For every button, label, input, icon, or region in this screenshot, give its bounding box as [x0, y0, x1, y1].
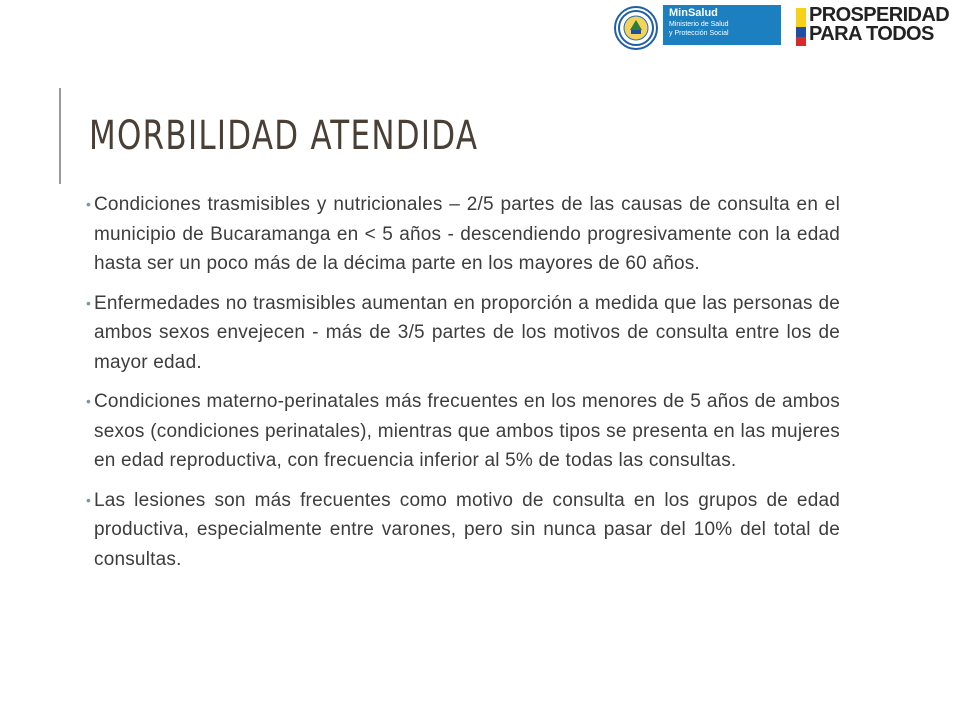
bullet-item — [86, 486, 840, 575]
prosperidad-line2: PARA TODOS — [809, 23, 934, 45]
prosperidad-para-todos-logo — [796, 6, 958, 48]
bullet-item — [86, 289, 840, 378]
bullet-list — [86, 190, 840, 584]
bullet-marker-icon: • — [86, 491, 92, 508]
bullet-item — [86, 190, 840, 279]
prosperidad-text — [809, 6, 949, 44]
minsalud-subtitle-line1: Ministerio de Salud — [669, 21, 729, 28]
minsalud-name: MinSalud — [669, 7, 718, 19]
bullet-marker-icon: • — [86, 393, 92, 409]
bullet-marker-icon: • — [86, 196, 92, 212]
bullet-text: Enfermedades no trasmisibles aumentan en proporción a medida que las personas de ambos sexos envejecen - más de 3/5 partes de los motivos de consulta entre los de mayor edad. — [94, 292, 840, 373]
minsalud-logo — [663, 5, 781, 45]
colombia-flag-bars — [796, 8, 806, 46]
minsalud-subtitle-line2: y Protección Social — [669, 30, 729, 37]
colombia-seal-logo — [614, 6, 658, 50]
bullet-text: Las lesiones son más frecuentes como motivo de consulta en los grupos de edad productiva, especialmente entre varones, pero sin nunca pasar del 10% del total de consultas. — [94, 489, 840, 570]
title-accent-line — [59, 88, 61, 184]
slide-title: MORBILIDAD ATENDIDA — [89, 113, 479, 159]
bullet-text: Condiciones materno-perinatales más frecuentes en los menores de 5 años de ambos sexos (condiciones perinatales), mientras que ambos tipos se presenta en las mujeres en edad reproductiva, con frecuencia inferior al 5% de todas las consultas. — [94, 391, 840, 471]
bullet-item — [86, 387, 840, 476]
seal-emblem-icon — [616, 8, 656, 48]
bullet-text: Condiciones trasmisibles y nutricionales – 2/5 partes de las causas de consulta en el municipio de Bucaramanga en < 5 años - descendiendo progresivamente con la edad hasta ser un poco más de la décima parte en los mayores de 60 años. — [94, 194, 840, 274]
bullet-marker-icon: • — [86, 294, 92, 311]
prosperidad-line1: PROSPERIDAD — [809, 4, 950, 26]
